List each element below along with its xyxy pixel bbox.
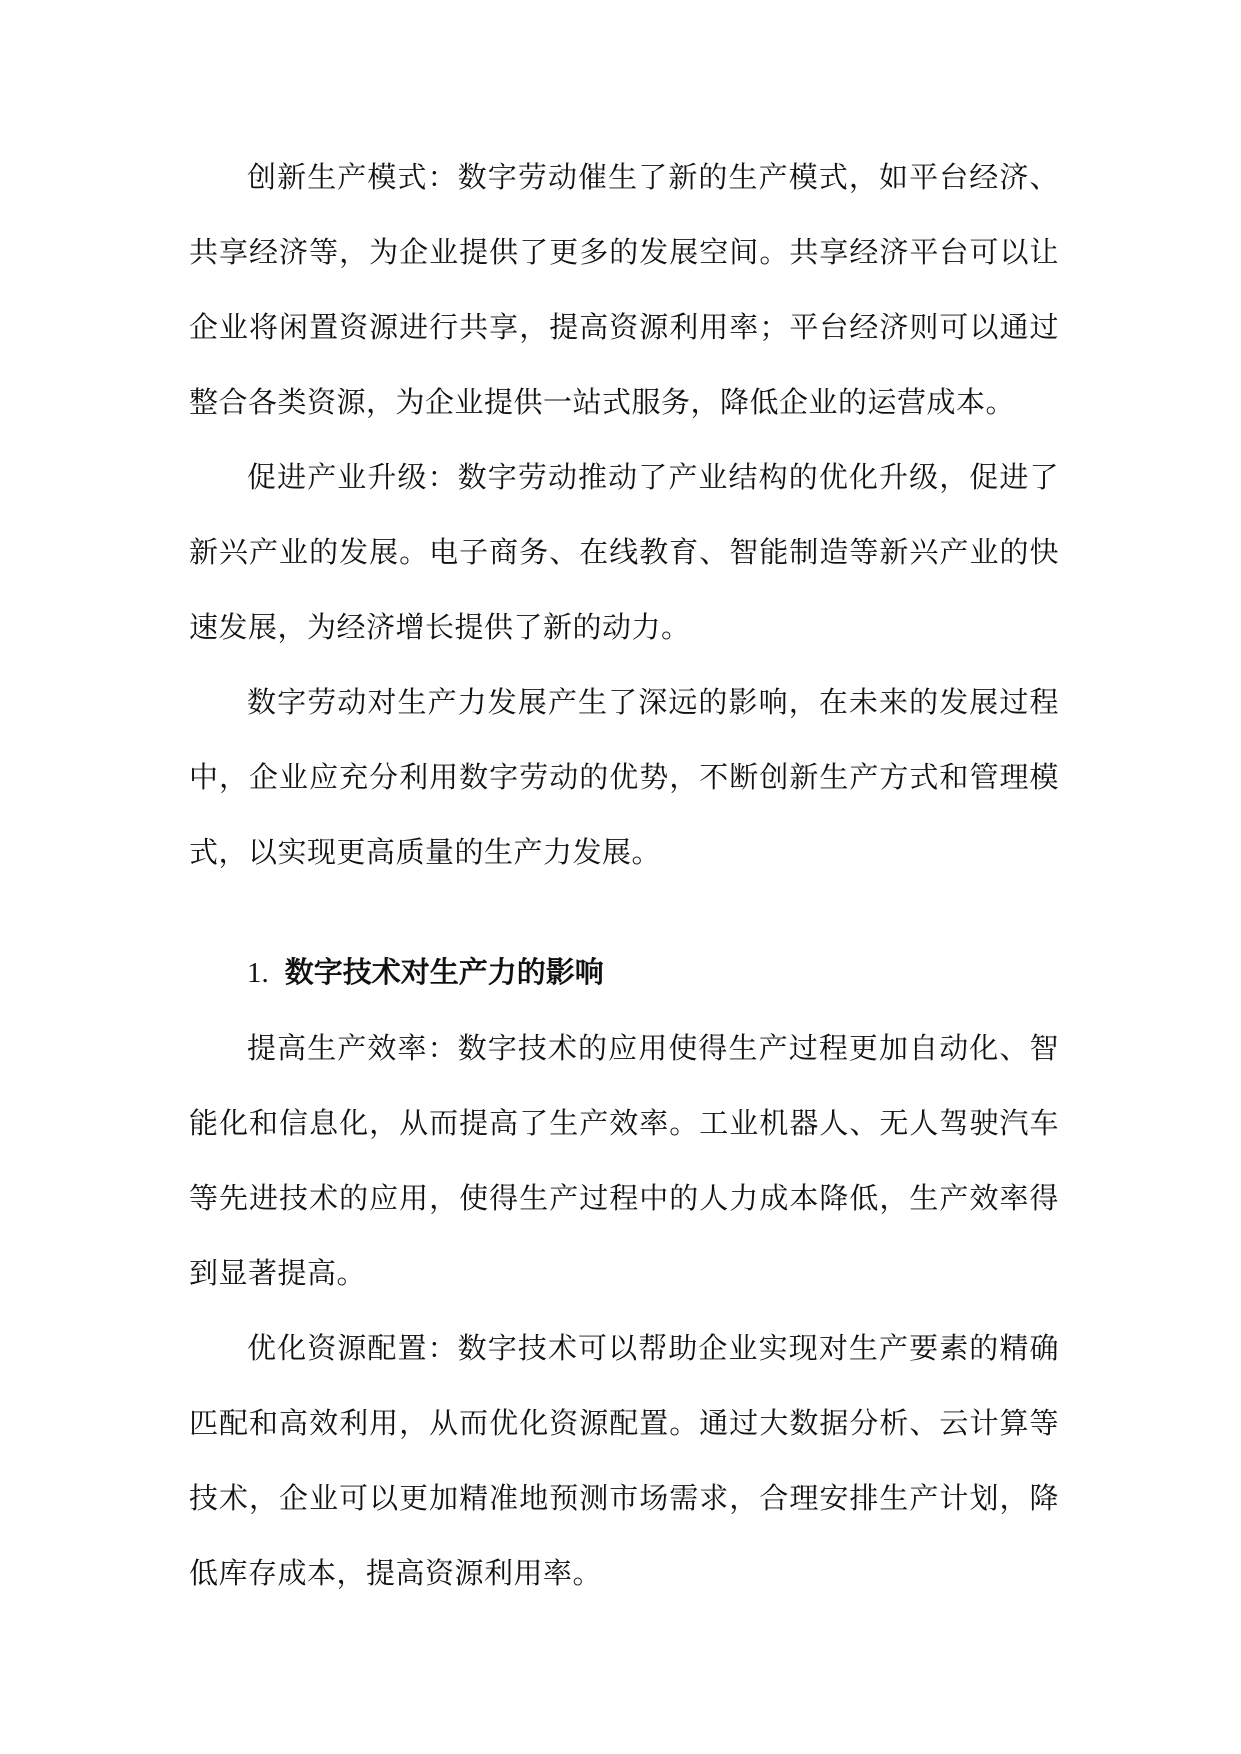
section-title: 数字技术对生产力的影响 [284,955,604,989]
paragraph-conclusion: 数字劳动对生产力发展产生了深远的影响，在未来的发展过程中，企业应充分利用数字劳动的优势，不断创新生产方式和管理模式，以实现更高质量的生产力发展。 [189,685,1059,869]
section-heading [189,935,1059,1011]
paragraph-resource-allocation: 优化资源配置：数字技术可以帮助企业实现对生产要素的精确匹配和高效利用，从而优化资源配置。通过大数据分析、云计算等技术，企业可以更加精准地预测市场需求，合理安排生产计划，降低库存成本，提高资源利用率。 [189,1331,1059,1590]
paragraph-industry-upgrade: 促进产业升级：数字劳动推动了产业结构的优化升级，促进了新兴产业的发展。电子商务、在线教育、智能制造等新兴产业的快速发展，为经济增长提供了新的动力。 [189,460,1059,644]
section-number: 1. [247,957,269,989]
paragraph-efficiency: 提高生产效率：数字技术的应用使得生产过程更加自动化、智能化和信息化，从而提高了生产效率。工业机器人、无人驾驶汽车等先进技术的应用，使得生产过程中的人力成本降低，生产效率得到显著提高。 [189,1031,1059,1290]
document-body [189,140,1059,1611]
paragraph-innovation-mode: 创新生产模式：数字劳动催生了新的生产模式，如平台经济、共享经济等，为企业提供了更多的发展空间。共享经济平台可以让企业将闲置资源进行共享，提高资源利用率；平台经济则可以通过整合各类资源，为企业提供一站式服务，降低企业的运营成本。 [189,160,1059,419]
